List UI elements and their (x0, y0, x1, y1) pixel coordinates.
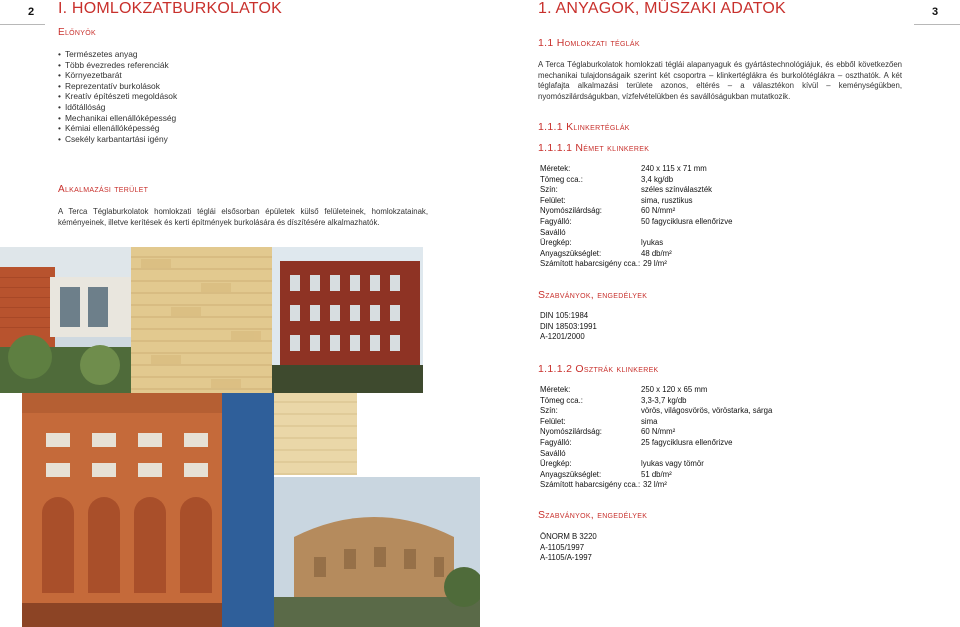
standard-item: A-1105/A-1997 (540, 553, 592, 563)
spec-value: 3,3-3,7 kg/db (641, 395, 687, 405)
spec-key: Méretek: (540, 385, 571, 394)
spec-row (540, 164, 900, 175)
spec-key: Felület: (540, 195, 566, 205)
application-text: A Terca Téglaburkolatok homlokzati téglái elsősorban épületek külső felületeinek, homlokzatainak, kéményeinek, illetve kerítések és kerti építmények burkolására és díszítésére alkalmazhatók. (58, 207, 428, 227)
spec-value: 240 x 115 x 71 mm (641, 164, 707, 173)
advantage-item: • Kémiai ellenállóképesség (58, 123, 177, 134)
advantage-item: • Időtállóság (58, 102, 177, 113)
standards-heading-2: Szabványok, engedélyek (538, 509, 648, 521)
spec-value: 250 x 120 x 65 mm (641, 385, 708, 394)
spec-value: 60 N/mm² (641, 206, 676, 216)
austrian-spec-table (540, 385, 900, 491)
heading-1-1-1-2: 1.1.1.2 Osztrák klinkerek (538, 363, 659, 375)
standards-list-1 (540, 311, 597, 343)
spec-key: Tömeg cca.: (540, 174, 583, 184)
section-title: 1. ANYAGOK, MŰSZAKI ADATOK (538, 0, 786, 17)
facade-photo-arches (22, 393, 274, 627)
advantage-item: • Kreatív építészeti megoldások (58, 91, 177, 102)
spec-value: 48 db/m² (641, 248, 672, 258)
spec-row (540, 196, 900, 207)
spec-value: sima (641, 416, 658, 426)
spec-row (540, 185, 900, 196)
spec-key: Saválló (540, 227, 566, 237)
spec-value: 29 l/m² (643, 259, 667, 269)
standard-item: A-1201/2000 (540, 332, 585, 342)
spec-key: Anyagszükséglet: (540, 469, 602, 479)
page-number-left: 2 (28, 6, 35, 18)
application-heading: Alkalmazási terület (58, 184, 149, 195)
advantage-item: • Több évezredes referenciák (58, 60, 177, 71)
spec-value: 51 db/m² (641, 469, 672, 479)
spec-key: Nyomószilárdság: (540, 427, 602, 437)
spec-value: 3,4 kg/db (641, 174, 674, 184)
spec-row (540, 449, 900, 460)
spec-key: Számított habarcsigény cca.: (540, 259, 641, 269)
spec-key: Méretek: (540, 164, 571, 173)
heading-1-1-1-1: 1.1.1.1 Német klinkerek (538, 142, 650, 154)
spec-key: Számított habarcsigény cca.: (540, 480, 641, 490)
spec-key: Szín: (540, 406, 558, 416)
standard-item: DIN 18503:1991 (540, 321, 597, 331)
page-number-right: 3 (932, 6, 939, 18)
spec-row (540, 406, 900, 417)
german-spec-table (540, 164, 900, 270)
spec-row (540, 217, 900, 228)
advantage-item: • Reprezentatív burkolások (58, 81, 177, 92)
brick-texture-beige (274, 393, 357, 475)
standard-item: DIN 105:1984 (540, 311, 589, 320)
standard-item: ÖNORM B 3220 (540, 532, 597, 541)
spec-key: Szín: (540, 185, 558, 195)
facade-photo-office (272, 247, 423, 393)
spec-value: 60 N/mm² (641, 427, 676, 437)
spec-row (540, 249, 900, 260)
spec-row (540, 385, 900, 396)
spec-value: sima, rusztikus (641, 195, 693, 205)
chapter-title: I. HOMLOKZATBURKOLATOK (58, 0, 282, 17)
advantage-item: • Környezetbarát (58, 70, 177, 81)
spec-row (540, 438, 900, 449)
spec-key: Tömeg cca.: (540, 395, 583, 405)
spec-value: 50 fagyciklusra ellenőrizve (641, 216, 733, 226)
advantage-item: • Csekély karbantartási igény (58, 134, 177, 145)
spec-row (540, 206, 900, 217)
advantages-list (58, 49, 177, 144)
spec-row (540, 228, 900, 239)
right-page (480, 0, 960, 627)
header-rule-left (0, 24, 45, 25)
spec-row (540, 480, 900, 491)
spec-key: Üregkép: (540, 459, 572, 469)
photo-rounded-tower (274, 477, 480, 627)
spec-row (540, 396, 900, 407)
facade-photo-villa (0, 247, 131, 393)
spec-row (540, 427, 900, 438)
spec-key: Saválló (540, 448, 566, 458)
spec-row (540, 459, 900, 470)
spec-row (540, 259, 900, 270)
standard-item: A-1105/1997 (540, 542, 585, 552)
standards-list-2 (540, 532, 597, 564)
spec-key: Felület: (540, 416, 566, 426)
spec-key: Fagyálló: (540, 216, 572, 226)
spec-value: lyukas vagy tömör (641, 459, 704, 469)
spec-row (540, 175, 900, 186)
advantages-heading: Előnyök (58, 27, 96, 38)
spec-value: 25 fagyciklusra ellenőrizve (641, 437, 733, 447)
brick-texture-yellow (131, 247, 272, 393)
spec-row (540, 238, 900, 249)
header-rule-right (914, 24, 960, 25)
spec-value: vörös, világosvörös, vöröstarka, sárga (641, 406, 773, 416)
spec-key: Anyagszükséglet: (540, 248, 602, 258)
spec-key: Üregkép: (540, 238, 572, 248)
advantage-item: • Természetes anyag (58, 49, 177, 60)
spec-value: 32 l/m² (643, 480, 667, 490)
spec-value: lyukas (641, 238, 664, 248)
spec-row (540, 417, 900, 428)
spec-key: Nyomószilárdság: (540, 206, 602, 216)
spec-key: Fagyálló: (540, 437, 572, 447)
heading-1-1: 1.1 Homlokzati téglák (538, 37, 640, 49)
intro-text: A Terca Téglaburkolatok homlokzati téglái alapanyaguk és gyártástechnológiájuk, és ebből következően mechanikai tulajdonságaik szerint két csoportra – klinkertéglákra és burkolótéglákra – oszthatók. A két téglafajta alkalmazási területe azonos, eltérés – a választékon kívül – keménységükben, nyomószilárdságukban, vízfelvételükben és savállóságukban mutatkozik. (538, 60, 902, 101)
spec-value: széles színválaszték (641, 185, 713, 195)
spec-row (540, 470, 900, 481)
heading-1-1-1: 1.1.1 Klinkertéglák (538, 121, 630, 133)
advantage-item: • Mechanikai ellenállóképesség (58, 113, 177, 124)
standards-heading-1: Szabványok, engedélyek (538, 289, 648, 301)
